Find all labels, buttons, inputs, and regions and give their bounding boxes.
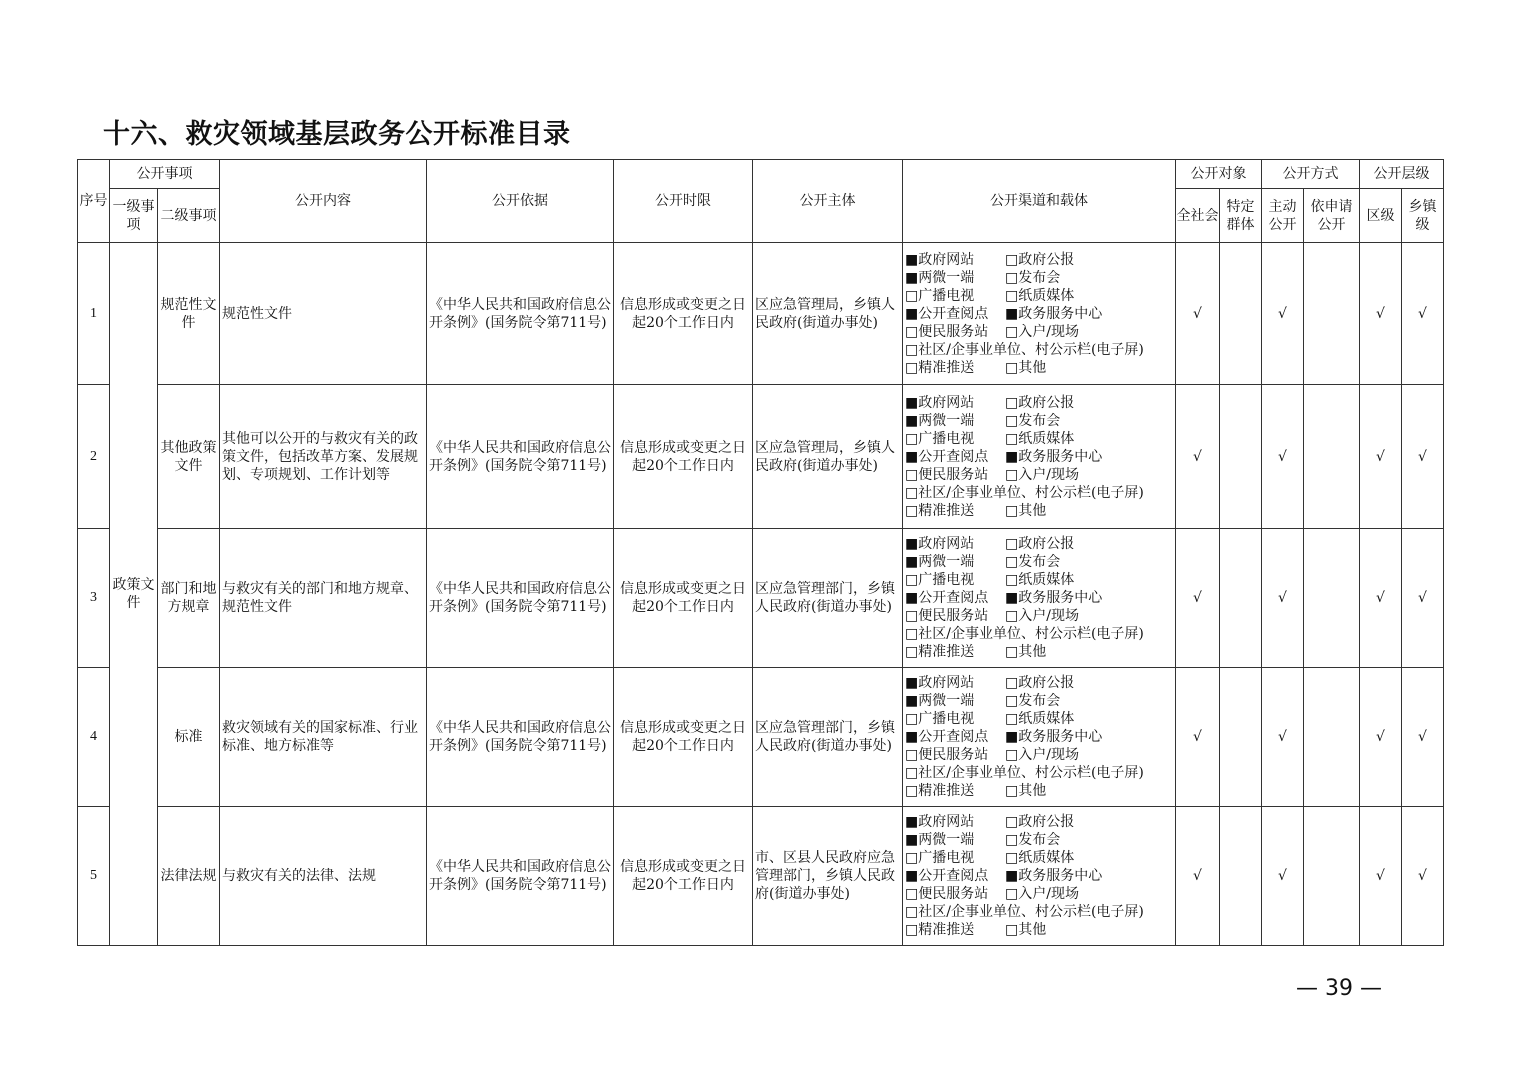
- header-level2: 二级事项: [158, 189, 220, 243]
- row-deadline: 信息形成或变更之日起20个工作日内: [614, 385, 753, 529]
- header-mode-active: 主动公开: [1262, 189, 1304, 243]
- row-level2: 部门和地方规章: [158, 529, 220, 668]
- header-seq: 序号: [78, 160, 110, 243]
- row-level2: 标准: [158, 668, 220, 807]
- header-mode-group: 公开方式: [1262, 160, 1360, 189]
- row-target-all: √: [1176, 529, 1220, 668]
- row-level-town: √: [1402, 385, 1444, 529]
- row-basis: 《中华人民共和国政府信息公开条例》(国务院令第711号): [427, 529, 614, 668]
- row-subject: 区应急管理局，乡镇人民政府(街道办事处): [753, 385, 903, 529]
- row-target-all: √: [1176, 385, 1220, 529]
- row-mode-active: √: [1262, 243, 1304, 385]
- row-level-district: √: [1360, 807, 1402, 946]
- row-mode-apply: [1304, 668, 1360, 807]
- row-mode-apply: [1304, 243, 1360, 385]
- level1-item: 政策文件: [110, 243, 158, 946]
- disclosure-catalog-table: [77, 159, 1444, 946]
- row-seq: 1: [78, 243, 110, 385]
- table-row: [78, 807, 1444, 946]
- row-content: 与救灾有关的部门和地方规章、规范性文件: [220, 529, 427, 668]
- row-deadline: 信息形成或变更之日起20个工作日内: [614, 243, 753, 385]
- row-level-district: √: [1360, 385, 1402, 529]
- row-channels: ■政府网站 □政府公报 ■两微一端 □发布会 □广播电视 □纸质媒体 ■公开查阅点 ■政务服务中心 □便民服务站 □入户/现场 □社区/企事业单位、村公示栏(电子屏) □精准推送 □其他: [903, 807, 1176, 946]
- header-level-district: 区级: [1360, 189, 1402, 243]
- row-seq: 5: [78, 807, 110, 946]
- header-content: 公开内容: [220, 160, 427, 243]
- row-target-all: √: [1176, 668, 1220, 807]
- row-level2: 法律法规: [158, 807, 220, 946]
- row-subject: 区应急管理部门，乡镇人民政府(街道办事处): [753, 529, 903, 668]
- table-row: [78, 668, 1444, 807]
- row-level-town: √: [1402, 243, 1444, 385]
- page-title: 十六、救灾领域基层政务公开标准目录: [103, 119, 571, 150]
- row-basis: 《中华人民共和国政府信息公开条例》(国务院令第711号): [427, 807, 614, 946]
- row-level-town: √: [1402, 529, 1444, 668]
- row-level-district: √: [1360, 529, 1402, 668]
- header-level1: 一级事项: [110, 189, 158, 243]
- row-channels: ■政府网站 □政府公报 ■两微一端 □发布会 □广播电视 □纸质媒体 ■公开查阅点 ■政务服务中心 □便民服务站 □入户/现场 □社区/企事业单位、村公示栏(电子屏) □精准推送 □其他: [903, 668, 1176, 807]
- table-row: [78, 385, 1444, 529]
- row-target-specific: [1220, 807, 1262, 946]
- row-subject: 区应急管理部门，乡镇人民政府(街道办事处): [753, 668, 903, 807]
- row-level2: 规范性文件: [158, 243, 220, 385]
- row-content: 救灾领域有关的国家标准、行业标准、地方标准等: [220, 668, 427, 807]
- header-basis: 公开依据: [427, 160, 614, 243]
- header-item-group: 公开事项: [110, 160, 220, 189]
- row-level2: 其他政策文件: [158, 385, 220, 529]
- row-target-specific: [1220, 243, 1262, 385]
- row-deadline: 信息形成或变更之日起20个工作日内: [614, 668, 753, 807]
- row-basis: 《中华人民共和国政府信息公开条例》(国务院令第711号): [427, 668, 614, 807]
- row-basis: 《中华人民共和国政府信息公开条例》(国务院令第711号): [427, 385, 614, 529]
- row-channels: ■政府网站 □政府公报 ■两微一端 □发布会 □广播电视 □纸质媒体 ■公开查阅点 ■政务服务中心 □便民服务站 □入户/现场 □社区/企事业单位、村公示栏(电子屏) □精准推送 □其他: [903, 385, 1176, 529]
- row-mode-apply: [1304, 529, 1360, 668]
- row-target-specific: [1220, 668, 1262, 807]
- table-row: [78, 529, 1444, 668]
- row-mode-active: √: [1262, 807, 1304, 946]
- row-mode-active: √: [1262, 385, 1304, 529]
- row-content: 与救灾有关的法律、法规: [220, 807, 427, 946]
- row-seq: 3: [78, 529, 110, 668]
- row-subject: 区应急管理局，乡镇人民政府(街道办事处): [753, 243, 903, 385]
- header-target-specific: 特定群体: [1220, 189, 1262, 243]
- row-mode-active: √: [1262, 529, 1304, 668]
- row-subject: 市、区县人民政府应急管理部门，乡镇人民政府(街道办事处): [753, 807, 903, 946]
- row-level-town: √: [1402, 668, 1444, 807]
- row-target-specific: [1220, 385, 1262, 529]
- header-deadline: 公开时限: [614, 160, 753, 243]
- row-deadline: 信息形成或变更之日起20个工作日内: [614, 807, 753, 946]
- header-mode-apply: 依申请公开: [1304, 189, 1360, 243]
- row-content: 其他可以公开的与救灾有关的政策文件，包括改革方案、发展规划、专项规划、工作计划等: [220, 385, 427, 529]
- page-number: — 39 —: [1296, 976, 1382, 1001]
- row-seq: 2: [78, 385, 110, 529]
- row-mode-apply: [1304, 807, 1360, 946]
- header-subject: 公开主体: [753, 160, 903, 243]
- header-target-all: 全社会: [1176, 189, 1220, 243]
- header-channel: 公开渠道和载体: [903, 160, 1176, 243]
- row-level-town: √: [1402, 807, 1444, 946]
- row-deadline: 信息形成或变更之日起20个工作日内: [614, 529, 753, 668]
- row-level-district: √: [1360, 243, 1402, 385]
- row-target-specific: [1220, 529, 1262, 668]
- header-level-group: 公开层级: [1360, 160, 1444, 189]
- row-mode-active: √: [1262, 668, 1304, 807]
- table-row: [78, 243, 1444, 385]
- row-channels: ■政府网站 □政府公报 ■两微一端 □发布会 □广播电视 □纸质媒体 ■公开查阅点 ■政务服务中心 □便民服务站 □入户/现场 □社区/企事业单位、村公示栏(电子屏) □精准推送 □其他: [903, 243, 1176, 385]
- row-channels: ■政府网站 □政府公报 ■两微一端 □发布会 □广播电视 □纸质媒体 ■公开查阅点 ■政务服务中心 □便民服务站 □入户/现场 □社区/企事业单位、村公示栏(电子屏) □精准推送 □其他: [903, 529, 1176, 668]
- header-level-town: 乡镇级: [1402, 189, 1444, 243]
- row-seq: 4: [78, 668, 110, 807]
- row-basis: 《中华人民共和国政府信息公开条例》(国务院令第711号): [427, 243, 614, 385]
- header-target-group: 公开对象: [1176, 160, 1262, 189]
- row-mode-apply: [1304, 385, 1360, 529]
- row-target-all: √: [1176, 807, 1220, 946]
- row-level-district: √: [1360, 668, 1402, 807]
- row-content: 规范性文件: [220, 243, 427, 385]
- row-target-all: √: [1176, 243, 1220, 385]
